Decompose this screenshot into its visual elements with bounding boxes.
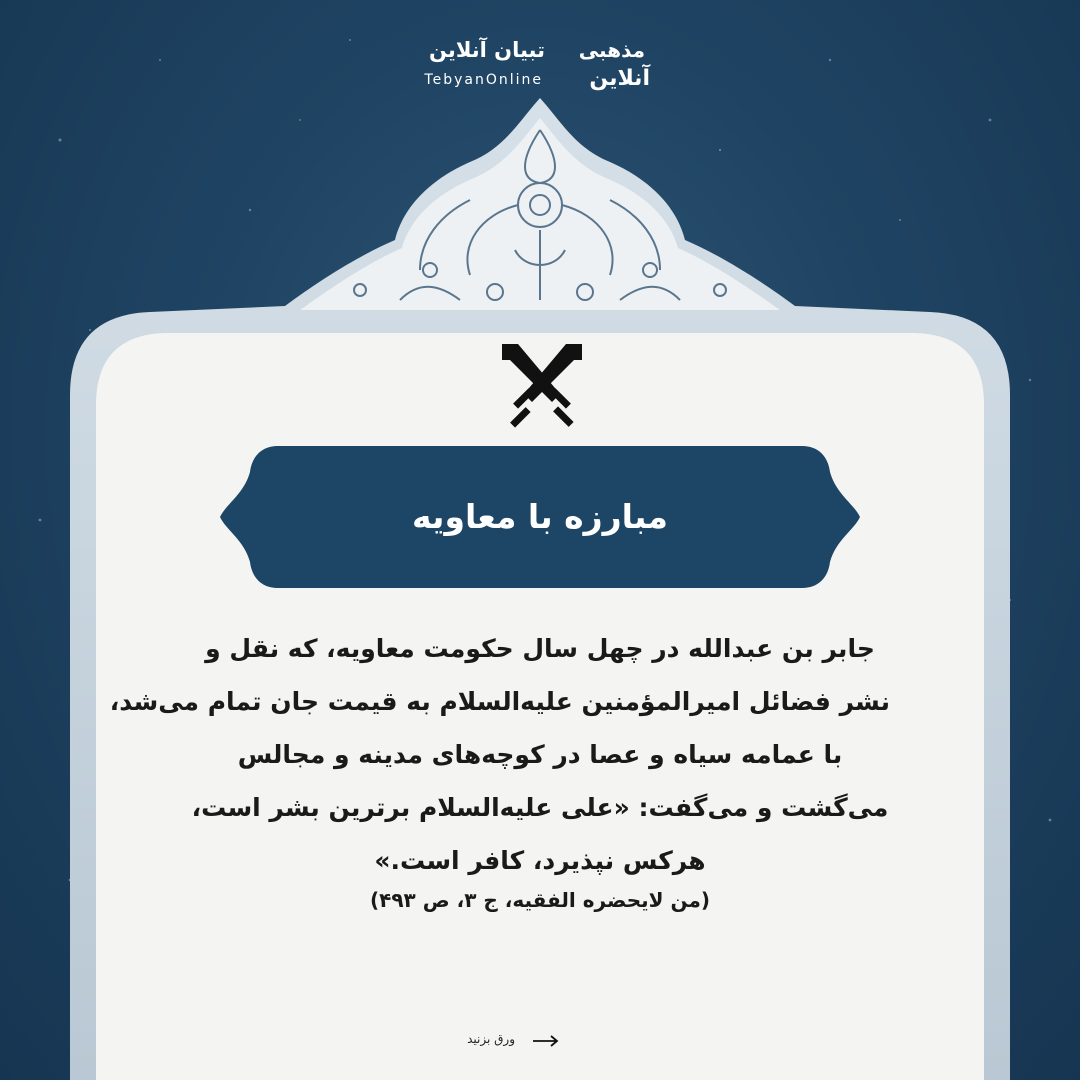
crossed-swords-icon	[498, 340, 586, 430]
source-citation: (من لایحضره الفقیه، ج ۳، ص ۴۹۳)	[369, 888, 711, 912]
body-line: هرکس نپذیرد، کافر است.»	[374, 846, 706, 875]
arrow-right-icon	[532, 1034, 560, 1048]
page-title: مبارزه با معاویه	[412, 496, 668, 536]
brand-section-line2: آنلاین	[589, 66, 650, 91]
brand-name: تبیان آنلاین	[429, 38, 545, 62]
body-line: با عمامه سیاه و عصا در کوچه‌های مدینه و مجالس	[237, 740, 843, 769]
body-line: جابر بن عبدالله در چهل سال حکومت معاویه، که نقل و	[205, 634, 875, 663]
next-page-label: ورق بزنید	[467, 1032, 515, 1046]
brand-section-line1: مذهبی	[578, 38, 645, 62]
body-text	[109, 622, 890, 917]
brand-latin: TebyanOnline	[424, 72, 543, 88]
body-line: می‌گشت و می‌گفت: «علی عليه‌السلام برترین بشر است،	[191, 793, 889, 822]
body-line: نشر فضائل امیرالمؤمنین عليه‌السلام به قیمت جان تمام می‌شد،	[109, 687, 890, 716]
next-page-button[interactable]	[460, 1030, 570, 1052]
